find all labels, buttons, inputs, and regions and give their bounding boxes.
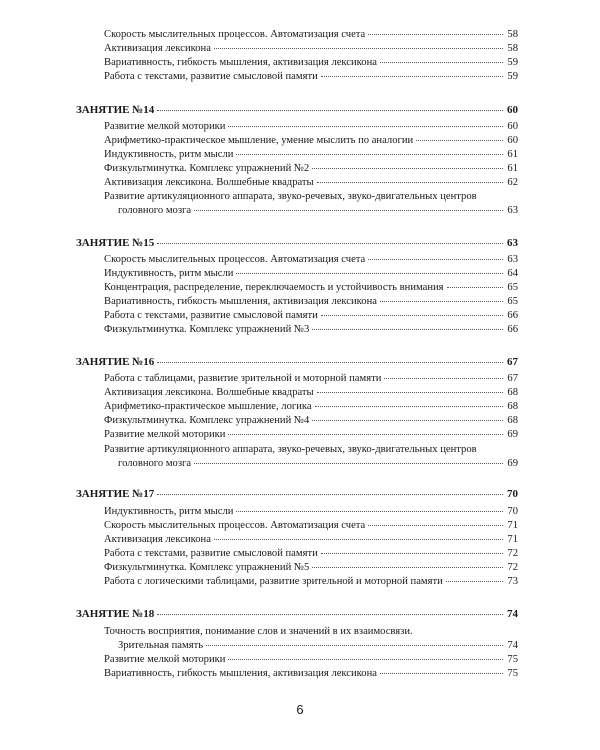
dot-leader [380, 672, 503, 674]
toc-entry-page: 70 [507, 506, 518, 517]
toc-entry-title: Работа с текстами, развитие смысловой памяти [104, 548, 318, 559]
toc-entry[interactable] [104, 148, 518, 162]
toc-entry-page: 62 [507, 177, 518, 188]
toc-entry-title: Скорость мыслительных процессов. Автоматизация счета [104, 254, 366, 265]
dot-leader [236, 153, 503, 155]
toc-entry[interactable] [104, 281, 518, 295]
dot-leader [194, 209, 503, 211]
toc-entry[interactable] [104, 414, 518, 428]
toc-entry-page: 66 [507, 324, 518, 335]
toc-entry-page: 69 [507, 429, 518, 440]
toc-entry-title: Физкультминутка. Комплекс упражнений №2 [104, 163, 310, 174]
toc-entry-title-line2: Зрительная память [118, 640, 204, 651]
toc-entry-title: Работа с текстами, развитие смысловой памяти [104, 71, 318, 82]
toc-entry-title-line1: Развитие артикуляционного аппарата, звуко-речевых, звуко-двигательных центров [104, 191, 477, 202]
dot-leader [312, 328, 503, 330]
dot-leader [236, 510, 503, 512]
toc-entry-page: 58 [507, 29, 518, 40]
dot-leader [157, 361, 503, 363]
toc-entry-page: 72 [507, 548, 518, 559]
toc-entry-page: 63 [507, 205, 518, 216]
dot-leader [206, 644, 503, 646]
dot-leader [416, 139, 503, 141]
toc-entry-page: 59 [507, 57, 518, 68]
toc-entry-title: Физкультминутка. Комплекс упражнений №4 [104, 415, 310, 426]
dot-leader [228, 658, 503, 660]
toc-entry-page: 61 [507, 149, 518, 160]
dot-leader [368, 258, 503, 260]
dot-leader [214, 47, 503, 49]
dot-leader [157, 242, 503, 244]
toc-entry[interactable] [104, 134, 518, 148]
toc-entry-title: Работа с текстами, развитие смысловой памяти [104, 310, 318, 321]
toc-entry[interactable] [104, 372, 518, 386]
toc-entry-page: 67 [507, 373, 518, 384]
toc-entry-page: 66 [507, 310, 518, 321]
toc-entry-page: 61 [507, 163, 518, 174]
toc-entry[interactable] [104, 533, 518, 547]
toc-entry-title: Скорость мыслительных процессов. Автоматизация счета [104, 29, 366, 40]
toc-entry-title: Работа с таблицами, развитие зрительной и моторной памяти [104, 373, 382, 384]
toc-entry-page: 71 [507, 520, 518, 531]
toc-entry-multiline[interactable] [104, 625, 518, 653]
toc-entry-page: 58 [507, 43, 518, 54]
toc-entry-title: Активизация лексикона. Волшебные квадраты [104, 177, 314, 188]
toc-entry[interactable] [104, 309, 518, 323]
dot-leader [321, 552, 503, 554]
toc-entry-title: Развитие мелкой моторики [104, 429, 226, 440]
lesson-heading-page: 74 [507, 608, 518, 620]
toc-heading-lesson-18[interactable] [76, 607, 518, 621]
toc-entry[interactable] [104, 547, 518, 561]
dot-leader [380, 300, 503, 302]
toc-entry-page: 63 [507, 254, 518, 265]
toc-entry-page: 60 [507, 135, 518, 146]
dot-leader [317, 391, 503, 393]
toc-heading-lesson-14[interactable] [76, 103, 518, 117]
toc-entry-title-line2: головного мозга [118, 458, 192, 469]
toc-entry-page: 68 [507, 401, 518, 412]
toc-entry[interactable] [104, 323, 518, 337]
toc-entry-page: 65 [507, 282, 518, 293]
toc-entry-page: 65 [507, 296, 518, 307]
toc-entry-title: Вариативность, гибкость мышления, активизация лексикона [104, 296, 377, 307]
toc-entry-multiline[interactable] [104, 443, 518, 471]
toc-heading-lesson-16[interactable] [76, 355, 518, 369]
toc-entry[interactable] [104, 575, 518, 589]
toc-entry-title: Концентрация, распределение, переключаемость и устойчивость внимания [104, 282, 444, 293]
dot-leader [228, 125, 503, 127]
dot-leader [312, 167, 503, 169]
toc-entry[interactable] [104, 519, 518, 533]
toc-entry-page: 75 [507, 668, 518, 679]
lesson-heading-page: 63 [507, 237, 518, 249]
toc-entry[interactable] [104, 386, 518, 400]
toc-entry-title: Активизация лексикона [104, 534, 211, 545]
toc-entry[interactable] [104, 267, 518, 281]
toc-heading-lesson-17[interactable] [76, 487, 518, 501]
toc-entry[interactable] [104, 428, 518, 442]
toc-entry[interactable] [104, 42, 518, 56]
toc-entry[interactable] [104, 505, 518, 519]
page-number: 6 [296, 702, 304, 717]
dot-leader [214, 538, 503, 540]
lesson-heading-page: 60 [507, 104, 518, 116]
dot-leader [157, 493, 503, 495]
dot-leader [380, 61, 503, 63]
dot-leader [157, 613, 503, 615]
toc-entry-page: 60 [507, 121, 518, 132]
dot-leader [315, 405, 503, 407]
toc-entry[interactable] [104, 253, 518, 267]
toc-entry-title: Арифметико-практическое мышление, умение мыслить по аналогии [104, 135, 414, 146]
toc-entry-title: Физкультминутка. Комплекс упражнений №3 [104, 324, 310, 335]
toc-entry[interactable] [104, 176, 518, 190]
toc-entry[interactable] [104, 162, 518, 176]
dot-leader [228, 433, 503, 435]
toc-entry[interactable] [104, 667, 518, 681]
toc-entry-title: Развитие мелкой моторики [104, 654, 226, 665]
toc-entry[interactable] [104, 70, 518, 84]
toc-entry-title: Вариативность, гибкость мышления, активизация лексикона [104, 57, 377, 68]
toc-entry-title: Развитие мелкой моторики [104, 121, 226, 132]
lesson-heading-page: 70 [507, 488, 518, 500]
lesson-heading: ЗАНЯТИЕ №17 [76, 488, 155, 500]
toc-entry-page: 68 [507, 387, 518, 398]
toc-entry-page: 71 [507, 534, 518, 545]
dot-leader [194, 462, 503, 464]
lesson-heading: ЗАНЯТИЕ №18 [76, 608, 155, 620]
lesson-heading: ЗАНЯТИЕ №15 [76, 237, 155, 249]
toc-entry-title: Активизация лексикона [104, 43, 211, 54]
toc-entry[interactable] [104, 120, 518, 134]
dot-leader [321, 75, 503, 77]
toc-entry[interactable] [104, 28, 518, 42]
toc-entry-multiline[interactable] [104, 190, 518, 218]
toc-entry-title-line2: головного мозга [118, 205, 192, 216]
toc-entry-title-line1: Точность восприятия, понимание слов и значений в их взаимосвязи. [104, 626, 413, 637]
toc-entry-page: 64 [507, 268, 518, 279]
toc-entry[interactable] [104, 56, 518, 70]
toc-heading-lesson-15[interactable] [76, 236, 518, 250]
toc-entry-title: Индуктивность, ритм мысли [104, 149, 234, 160]
toc-entry[interactable] [104, 400, 518, 414]
toc-entry-page: 73 [507, 576, 518, 587]
toc-entry-page: 59 [507, 71, 518, 82]
lesson-heading: ЗАНЯТИЕ №16 [76, 356, 155, 368]
toc-entry-title-line1: Развитие артикуляционного аппарата, звуко-речевых, звуко-двигательных центров [104, 444, 477, 455]
dot-leader [312, 566, 503, 568]
dot-leader [384, 377, 503, 379]
toc-entry[interactable] [104, 295, 518, 309]
toc-entry-title: Работа с логическими таблицами, развитие зрительной и моторной памяти [104, 576, 443, 587]
toc-entry-title: Физкультминутка. Комплекс упражнений №5 [104, 562, 310, 573]
lesson-heading: ЗАНЯТИЕ №14 [76, 104, 155, 116]
dot-leader [157, 109, 503, 111]
toc-entry-title: Индуктивность, ритм мысли [104, 268, 234, 279]
lesson-heading-page: 67 [507, 356, 518, 368]
dot-leader [368, 33, 503, 35]
toc-entry-page: 74 [507, 640, 518, 651]
toc-entry-title: Вариативность, гибкость мышления, активизация лексикона [104, 668, 377, 679]
toc-entry[interactable] [104, 561, 518, 575]
dot-leader [321, 314, 503, 316]
toc-entry-page: 72 [507, 562, 518, 573]
toc-entry-page: 75 [507, 654, 518, 665]
toc-entry-title: Индуктивность, ритм мысли [104, 506, 234, 517]
toc-entry-title: Скорость мыслительных процессов. Автоматизация счета [104, 520, 366, 531]
toc-entry-page: 69 [507, 458, 518, 469]
dot-leader [447, 286, 503, 288]
dot-leader [236, 272, 503, 274]
dot-leader [368, 524, 503, 526]
toc-entry-title: Арифметико-практическое мышление, логика [104, 401, 312, 412]
toc-entry[interactable] [104, 653, 518, 667]
toc-entry-page: 68 [507, 415, 518, 426]
dot-leader [446, 580, 503, 582]
dot-leader [317, 181, 503, 183]
toc-entry-title: Активизация лексикона. Волшебные квадраты [104, 387, 314, 398]
dot-leader [312, 419, 503, 421]
